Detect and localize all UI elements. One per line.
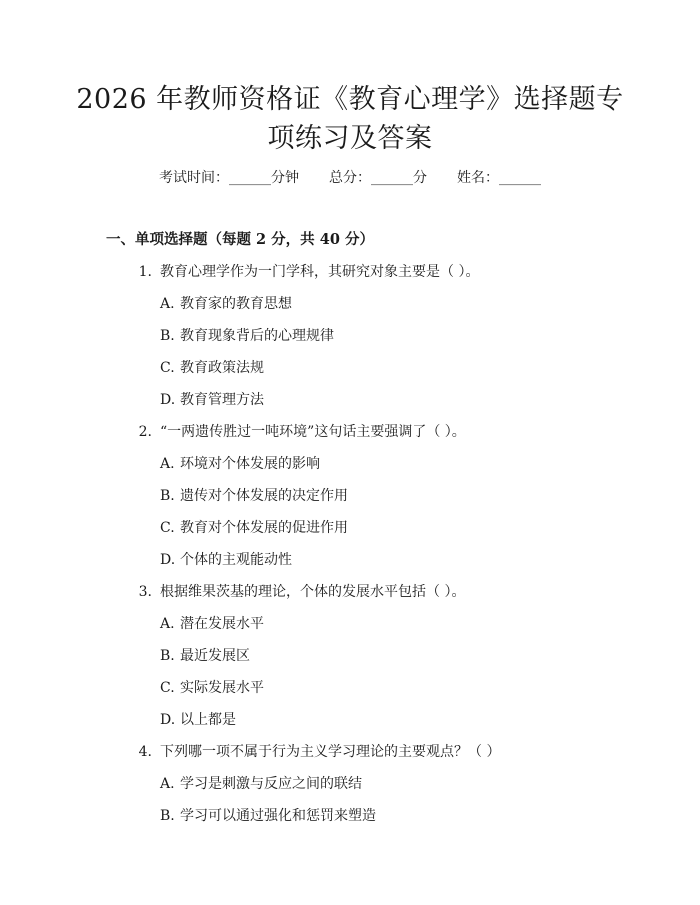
question-number: 2. bbox=[138, 424, 152, 440]
question-number: 1. bbox=[138, 264, 152, 280]
question-4 bbox=[138, 742, 501, 762]
question-2-option-a bbox=[160, 454, 320, 474]
option-letter: B. bbox=[160, 808, 175, 824]
option-text: 实际发展水平 bbox=[180, 680, 264, 696]
option-text: 个体的主观能动性 bbox=[180, 552, 292, 568]
name-label: 姓名：______ bbox=[457, 170, 541, 186]
title-line-1: 2026 年教师资格证《教育心理学》选择题专 bbox=[76, 84, 624, 115]
question-1-option-d bbox=[160, 390, 264, 410]
option-text: 最近发展区 bbox=[180, 648, 250, 664]
question-1-option-a bbox=[160, 294, 292, 314]
option-text: 潜在发展水平 bbox=[180, 616, 264, 632]
option-text: 教育管理方法 bbox=[180, 392, 264, 408]
question-text: 根据维果茨基的理论，个体的发展水平包括（ ）。 bbox=[160, 584, 466, 600]
option-letter: D. bbox=[160, 552, 176, 568]
document-title bbox=[60, 80, 640, 158]
question-3 bbox=[138, 582, 466, 602]
question-2-option-c bbox=[160, 518, 348, 538]
question-1-option-b bbox=[160, 326, 334, 346]
option-text: 学习是刺激与反应之间的联结 bbox=[180, 776, 362, 792]
section-heading: 一、单项选择题（每题 2 分，共 40 分） bbox=[106, 231, 374, 248]
option-letter: D. bbox=[160, 392, 176, 408]
exam-time-label: 考试时间：______分钟 bbox=[159, 170, 299, 186]
question-3-option-a bbox=[160, 614, 264, 634]
option-text: 教育现象背后的心理规律 bbox=[180, 328, 334, 344]
option-letter: A. bbox=[160, 776, 175, 792]
option-letter: D. bbox=[160, 712, 176, 728]
option-letter: A. bbox=[160, 456, 175, 472]
exam-info bbox=[0, 168, 700, 188]
question-4-option-a bbox=[160, 774, 362, 794]
option-text: 环境对个体发展的影响 bbox=[180, 456, 320, 472]
question-number: 3. bbox=[138, 584, 152, 600]
question-4-option-b bbox=[160, 806, 376, 826]
question-3-option-d bbox=[160, 710, 236, 730]
option-letter: C. bbox=[160, 520, 175, 536]
option-text: 以上都是 bbox=[180, 712, 236, 728]
question-text: 教育心理学作为一门学科，其研究对象主要是（ ）。 bbox=[160, 264, 480, 280]
question-text: “一两遗传胜过一吨环境”这句话主要强调了（ ）。 bbox=[160, 424, 466, 440]
question-1 bbox=[138, 262, 480, 282]
option-letter: B. bbox=[160, 328, 175, 344]
option-text: 教育家的教育思想 bbox=[180, 296, 292, 312]
question-number: 4. bbox=[138, 744, 152, 760]
question-3-option-c bbox=[160, 678, 264, 698]
option-text: 遗传对个体发展的决定作用 bbox=[180, 488, 348, 504]
option-letter: A. bbox=[160, 616, 175, 632]
option-text: 教育政策法规 bbox=[180, 360, 264, 376]
option-letter: B. bbox=[160, 648, 175, 664]
option-letter: B. bbox=[160, 488, 175, 504]
question-2-option-d bbox=[160, 550, 292, 570]
option-letter: A. bbox=[160, 296, 175, 312]
option-letter: C. bbox=[160, 680, 175, 696]
question-text: 下列哪一项不属于行为主义学习理论的主要观点？（ ） bbox=[160, 744, 501, 760]
option-letter: C. bbox=[160, 360, 175, 376]
total-score-label: 总分：______分 bbox=[329, 170, 427, 186]
question-2-option-b bbox=[160, 486, 348, 506]
question-1-option-c bbox=[160, 358, 264, 378]
question-2 bbox=[138, 422, 466, 442]
option-text: 教育对个体发展的促进作用 bbox=[180, 520, 348, 536]
title-line-2: 项练习及答案 bbox=[267, 123, 433, 154]
option-text: 学习可以通过强化和惩罚来塑造 bbox=[180, 808, 376, 824]
question-3-option-b bbox=[160, 646, 250, 666]
